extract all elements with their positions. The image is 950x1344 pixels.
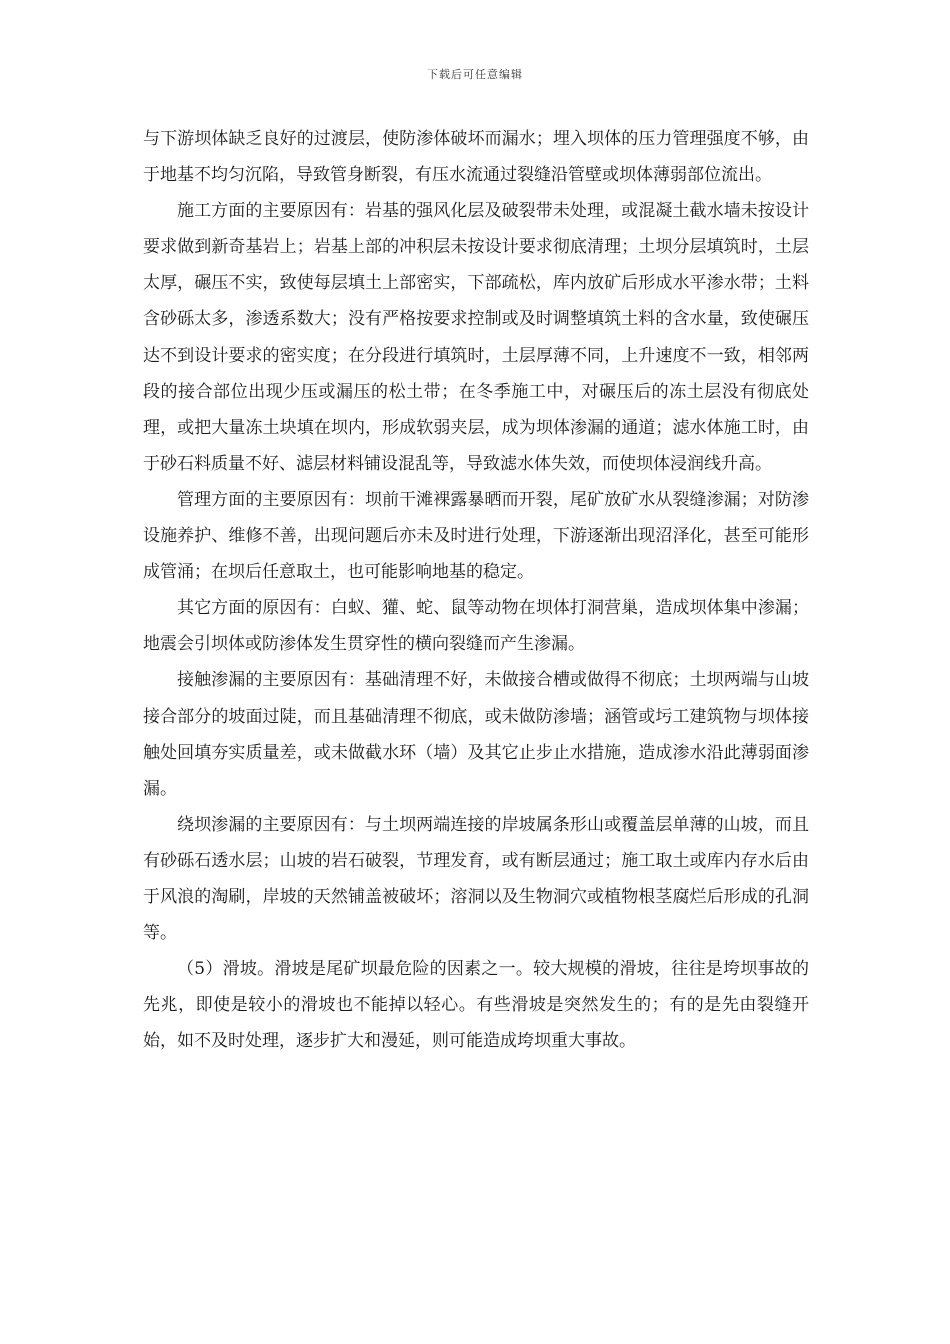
paragraph-construction-causes: 施工方面的主要原因有：岩基的强风化层及破裂带未处理，或混凝土截水墙未按设计要求做到新奇基岩上；岩基上部的冲积层未按设计要求彻底清理；土坝分层填筑时，土层太厚，碾压不实，致使每层填土上部密实，下部疏松，库内放矿后形成水平渗水带；土料含砂砾太多，渗透系数大；没有严格按要求控制或及时调整填筑土料的含水量，致使碾压达不到设计要求的密实度；在分段进行填筑时，土层厚薄不同，上升速度不一致，相邻两段的接合部位出现少压或漏压的松土带；在冬季施工中，对碾压后的冻土层没有彻底处理，或把大量冻土块填在坝内，形成软弱夹层，成为坝体渗漏的通道；滤水体施工时，由于砂石料质量不好、滤层材料铺设混乱等，导致滤水体失效，而使坝体浸润线升高。 [143,201,809,474]
paragraph-dam-bypass-seepage: 绕坝渗漏的主要原因有：与土坝两端连接的岸坡属条形山或覆盖层单薄的山坡，而且有砂砾石透水层；山坡的岩石破裂，节理发育，或有断层通过；施工取土或库内存水后由于风浪的淘刷，岸坡的天然铺盖被破坏；溶洞以及生物洞穴或植物根茎腐烂后形成的孔洞等。 [143,814,809,944]
paragraph-landslide: （5）滑坡。滑坡是尾矿坝最危险的因素之一。较大规模的滑坡，往往是垮坝事故的先兆，即使是较小的滑坡也不能掉以轻心。有些滑坡是突然发生的；有的是先由裂缝开始，如不及时处理，逐步扩大和漫延，则可能造成垮坝重大事故。 [143,959,809,1052]
page-header-note: 下载后可任意编辑 [427,68,523,81]
paragraph-management-causes: 管理方面的主要原因有：坝前干滩裸露暴晒而开裂，尾矿放矿水从裂缝渗漏；对防渗设施养护、维修不善，出现问题后亦未及时进行处理，下游逐渐出现沼泽化，甚至可能形成管涌；在坝后任意取土，也可能影响地基的稳定。 [143,489,809,583]
document-body [143,121,809,1059]
paragraph-continuation: 与下游坝体缺乏良好的过渡层，使防渗体破坏而漏水；埋入坝体的压力管理强度不够，由于地基不均匀沉陷，导致管身断裂，有压水流通过裂缝沿管壁或坝体薄弱部位流出。 [143,129,809,186]
paragraph-contact-seepage: 接触渗漏的主要原因有：基础清理不好，未做接合槽或做得不彻底；土坝两端与山坡接合部分的坡面过陡，而且基础清理不彻底，或未做防渗墙；涵管或圬工建筑物与坝体接触处回填夯实质量差，或未做截水环（墙）及其它止步止水措施，造成渗水沿此薄弱面渗漏。 [143,670,809,799]
paragraph-other-causes: 其它方面的原因有：白蚁、獾、蛇、鼠等动物在坝体打洞营巢，造成坝体集中渗漏；地震会引坝体或防渗体发生贯穿性的横向裂缝而产生渗漏。 [143,598,809,655]
